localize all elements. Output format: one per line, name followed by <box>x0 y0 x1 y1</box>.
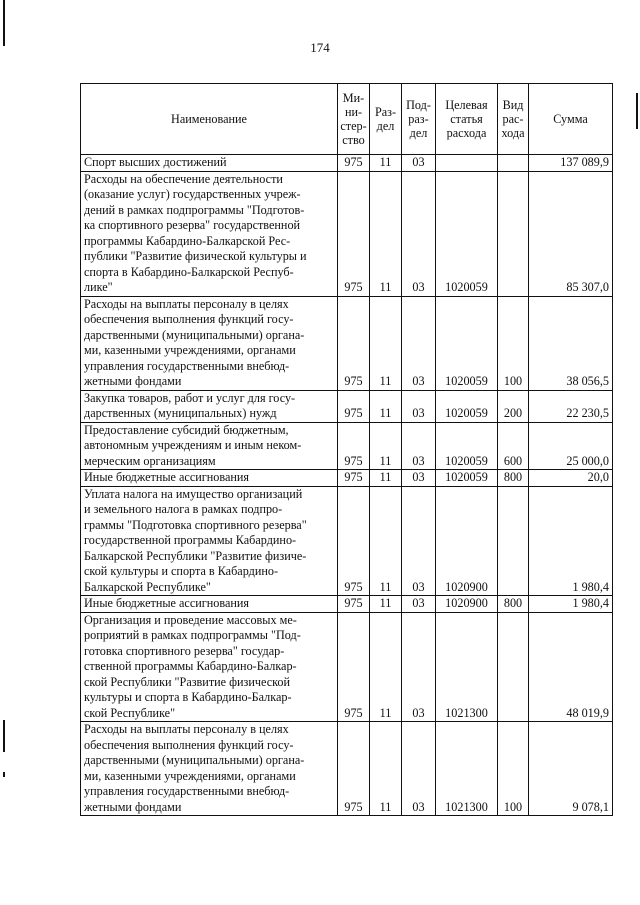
cell-subsection: 03 <box>402 612 436 722</box>
cell-subsection: 03 <box>402 486 436 596</box>
header-name: Наименование <box>81 84 338 155</box>
cell-section: 11 <box>370 155 402 172</box>
cell-section: 11 <box>370 596 402 613</box>
table-row <box>81 612 613 722</box>
cell-ministry: 975 <box>338 722 370 816</box>
cell-target: 1020059 <box>436 171 498 296</box>
cell-type: 200 <box>498 390 529 422</box>
cell-ministry: 975 <box>338 612 370 722</box>
cell-section: 11 <box>370 171 402 296</box>
budget-table <box>80 83 613 816</box>
table-row <box>81 171 613 296</box>
cell-sum: 48 019,9 <box>529 612 613 722</box>
cell-target <box>436 155 498 172</box>
header-target: Целевая статья расхода <box>436 84 498 155</box>
table-row <box>81 486 613 596</box>
cell-target: 1020059 <box>436 296 498 390</box>
cell-ministry: 975 <box>338 596 370 613</box>
cell-sum: 1 980,4 <box>529 596 613 613</box>
cell-target: 1020900 <box>436 596 498 613</box>
cell-section: 11 <box>370 390 402 422</box>
table-row <box>81 596 613 613</box>
cell-type: 100 <box>498 296 529 390</box>
cell-name: Закупка товаров, работ и услуг для госу- дарственных (муниципальных) нужд <box>81 390 338 422</box>
cell-section: 11 <box>370 296 402 390</box>
table-body <box>81 155 613 816</box>
cell-name: Уплата налога на имущество организаций и земельного налога в рамках подпро- граммы "Подготовка спортивного резерва" государственной программы Кабардино- Балкарской Республики "Развитие физиче- ской культуры и спорта в Кабардино- Балкарской Республике" <box>81 486 338 596</box>
header-section: Раз- дел <box>370 84 402 155</box>
page-number: 174 <box>310 40 330 55</box>
cell-sum: 20,0 <box>529 470 613 487</box>
cell-target: 1020059 <box>436 422 498 470</box>
table-row <box>81 470 613 487</box>
left-margin-mark <box>3 720 5 752</box>
cell-subsection: 03 <box>402 155 436 172</box>
table-row <box>81 296 613 390</box>
cell-target: 1021300 <box>436 722 498 816</box>
cell-sum: 25 000,0 <box>529 422 613 470</box>
table-header-row <box>81 84 613 155</box>
cell-ministry: 975 <box>338 390 370 422</box>
right-margin-mark <box>636 93 638 129</box>
cell-subsection: 03 <box>402 470 436 487</box>
cell-name: Организация и проведение массовых ме- роприятий в рамках подпрограммы "Под- готовка спортивного резерва" государ- ственной программы Кабардино-Балкар- ской Республики "Развитие физической культуры и спорта в Кабардино-Балкар- ской Республике" <box>81 612 338 722</box>
cell-subsection: 03 <box>402 722 436 816</box>
cell-sum: 9 078,1 <box>529 722 613 816</box>
cell-type: 800 <box>498 596 529 613</box>
cell-sum: 38 056,5 <box>529 296 613 390</box>
cell-type <box>498 612 529 722</box>
cell-target: 1020059 <box>436 390 498 422</box>
cell-ministry: 975 <box>338 486 370 596</box>
cell-type: 600 <box>498 422 529 470</box>
header-type: Вид рас- хода <box>498 84 529 155</box>
cell-name: Предоставление субсидий бюджетным, автономным учреждениям и иным неком- мерческим организациям <box>81 422 338 470</box>
left-margin-mark <box>3 772 5 777</box>
cell-target: 1021300 <box>436 612 498 722</box>
cell-subsection: 03 <box>402 596 436 613</box>
cell-type: 100 <box>498 722 529 816</box>
cell-section: 11 <box>370 422 402 470</box>
cell-section: 11 <box>370 612 402 722</box>
cell-type <box>498 486 529 596</box>
cell-target: 1020059 <box>436 470 498 487</box>
cell-name: Иные бюджетные ассигнования <box>81 470 338 487</box>
cell-type <box>498 155 529 172</box>
cell-ministry: 975 <box>338 470 370 487</box>
header-subsection: Под- раз- дел <box>402 84 436 155</box>
cell-sum: 85 307,0 <box>529 171 613 296</box>
header-sum: Сумма <box>529 84 613 155</box>
table-row <box>81 155 613 172</box>
cell-name: Расходы на обеспечение деятельности (оказание услуг) государственных учреж- дений в рамках подпрограммы "Подготов- ка спортивного резерва" государственной программы Кабардино-Балкарской Рес- публики "Развитие физической культуры и спорта в Кабардино-Балкарской Респуб- лике" <box>81 171 338 296</box>
cell-ministry: 975 <box>338 422 370 470</box>
cell-subsection: 03 <box>402 390 436 422</box>
cell-sum: 1 980,4 <box>529 486 613 596</box>
cell-ministry: 975 <box>338 296 370 390</box>
cell-subsection: 03 <box>402 171 436 296</box>
table-row <box>81 422 613 470</box>
cell-target: 1020900 <box>436 486 498 596</box>
cell-subsection: 03 <box>402 422 436 470</box>
left-margin-mark <box>3 0 5 46</box>
cell-ministry: 975 <box>338 155 370 172</box>
cell-type <box>498 171 529 296</box>
table-row <box>81 390 613 422</box>
cell-ministry: 975 <box>338 171 370 296</box>
header-ministry: Ми- ни- стер- ство <box>338 84 370 155</box>
cell-section: 11 <box>370 470 402 487</box>
cell-name: Иные бюджетные ассигнования <box>81 596 338 613</box>
cell-name: Расходы на выплаты персоналу в целях обеспечения выполнения функций госу- дарственными (муниципальными) органа- ми, казенными учреждениями, органами управления государственными внебюд- жетными фондами <box>81 722 338 816</box>
cell-sum: 22 230,5 <box>529 390 613 422</box>
cell-sum: 137 089,9 <box>529 155 613 172</box>
cell-section: 11 <box>370 486 402 596</box>
cell-type: 800 <box>498 470 529 487</box>
cell-name: Спорт высших достижений <box>81 155 338 172</box>
table-row <box>81 722 613 816</box>
cell-section: 11 <box>370 722 402 816</box>
cell-name: Расходы на выплаты персоналу в целях обеспечения выполнения функций госу- дарственными (муниципальными) органа- ми, казенными учреждениями, органами управления государственными внебюд- жетными фондами <box>81 296 338 390</box>
cell-subsection: 03 <box>402 296 436 390</box>
